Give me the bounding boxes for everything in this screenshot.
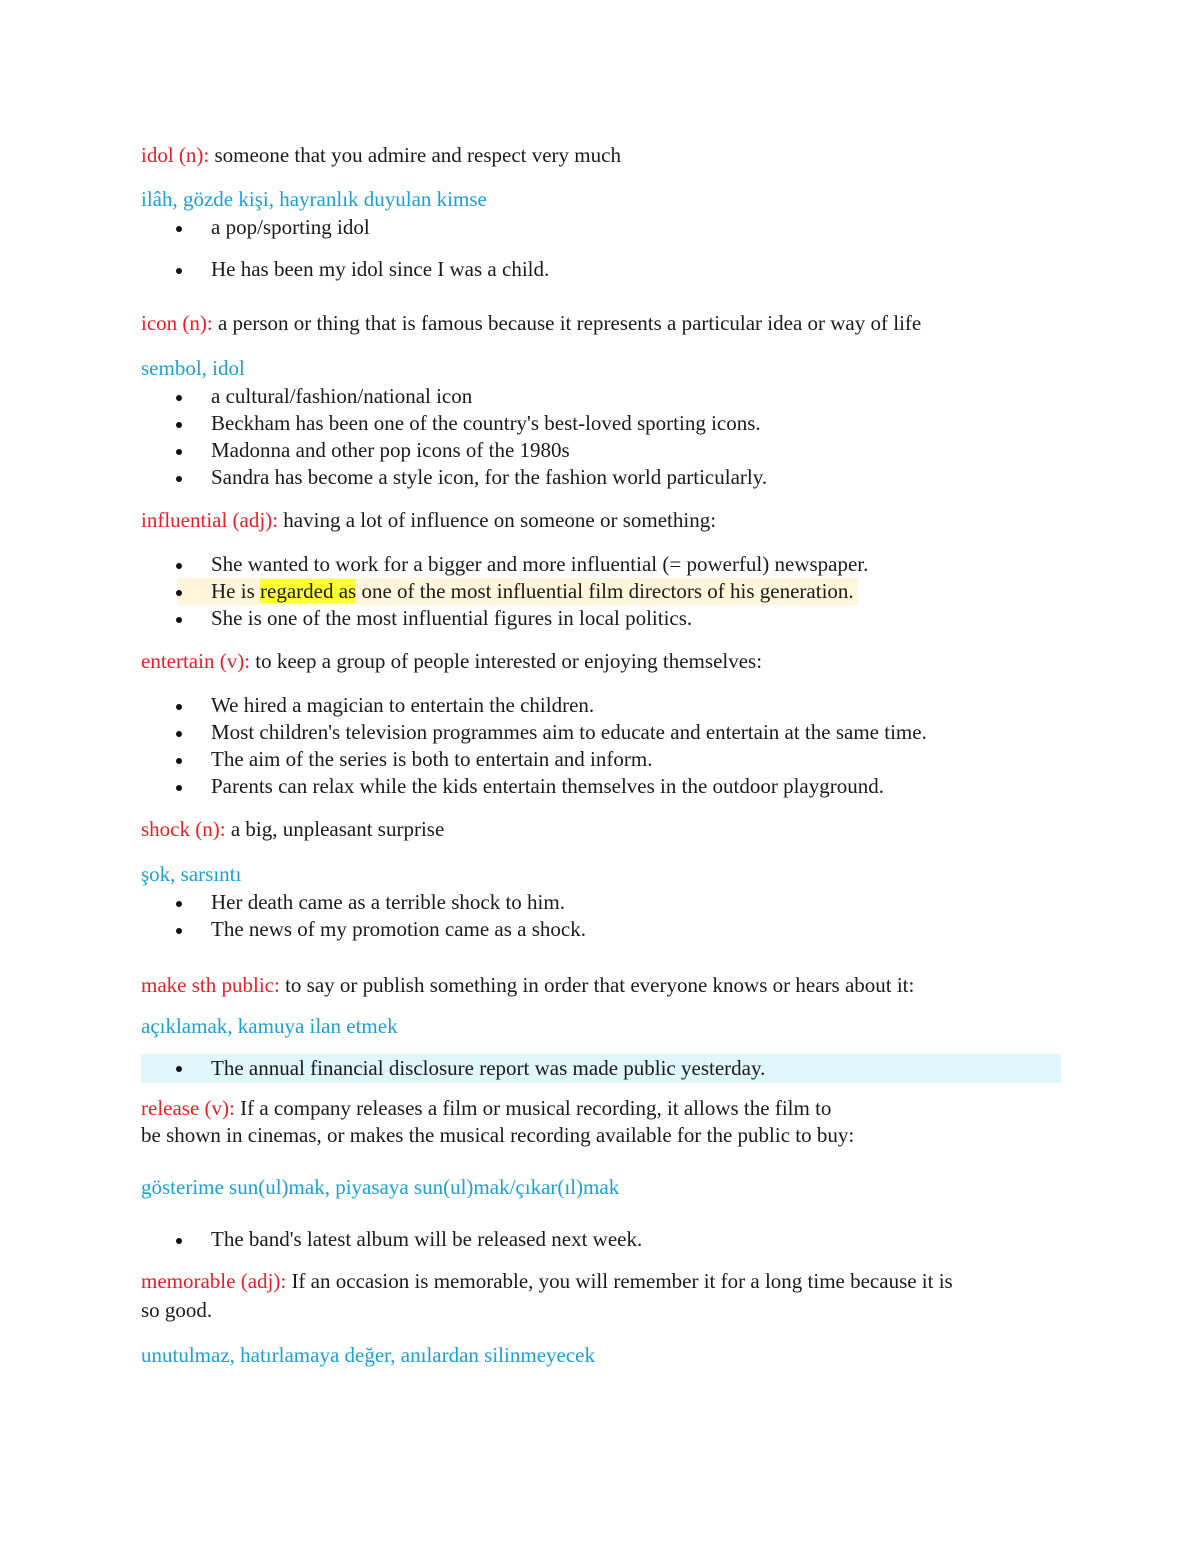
entry-icon xyxy=(141,308,1061,491)
definition-text: someone that you admire and respect very much xyxy=(209,143,621,167)
definition-text: having a lot of influence on someone or something: xyxy=(278,508,717,532)
list-item: The annual financial disclosure report was made public yesterday. xyxy=(141,1054,1061,1083)
definition xyxy=(141,308,1061,338)
example-list xyxy=(141,1054,1061,1083)
definition-text: to say or publish something in order that everyone knows or hears about it: xyxy=(279,973,915,997)
list-item: a pop/sporting idol xyxy=(141,214,1061,241)
list-item: a cultural/fashion/national icon xyxy=(141,383,1061,410)
entry-entertain xyxy=(141,646,1061,800)
definition xyxy=(141,140,1061,170)
definition xyxy=(141,1095,1061,1149)
list-item: Madonna and other pop icons of the 1980s xyxy=(141,437,1061,464)
list-item: Parents can relax while the kids entertain themselves in the outdoor playground. xyxy=(141,773,1061,800)
definition-text: If a company releases a film or musical recording, it allows the film to xyxy=(234,1096,832,1120)
example-list xyxy=(141,383,1061,491)
list-item: The band's latest album will be released next week. xyxy=(141,1226,1061,1253)
term: release (v): xyxy=(141,1096,235,1120)
list-item: The aim of the series is both to entertain and inform. xyxy=(141,746,1061,773)
list-item: The news of my promotion came as a shock. xyxy=(141,916,1061,943)
definition-text: to keep a group of people interested or enjoying themselves: xyxy=(250,649,763,673)
highlighted-example xyxy=(177,578,858,605)
definition xyxy=(141,1267,1061,1325)
example-list xyxy=(141,692,1061,800)
list-item: Sandra has become a style icon, for the fashion world particularly. xyxy=(141,464,1061,491)
list-item: We hired a magician to entertain the children. xyxy=(141,692,1061,719)
example-text: one of the most influential film directors of his generation. xyxy=(356,579,854,603)
list-item: She wanted to work for a bigger and more influential (= powerful) newspaper. xyxy=(141,551,1061,578)
entry-memorable xyxy=(141,1267,1061,1370)
definition-text: If an occasion is memorable, you will remember it for a long time because it is xyxy=(286,1269,953,1293)
definition xyxy=(141,814,1061,844)
entry-make-sth-public xyxy=(141,970,1061,1083)
entry-release xyxy=(141,1095,1061,1253)
example-text: He is xyxy=(211,579,260,603)
definition xyxy=(141,505,1061,535)
term: influential (adj): xyxy=(141,508,279,532)
list-item: He has been my idol since I was a child. xyxy=(141,256,1061,283)
definition-text: so good. xyxy=(141,1298,213,1322)
list-item: Beckham has been one of the country's best-loved sporting icons. xyxy=(141,410,1061,437)
term: icon (n): xyxy=(141,311,213,335)
definition-text: a big, unpleasant surprise xyxy=(225,817,445,841)
translation: şok, sarsıntı xyxy=(141,862,242,886)
translation: gösterime sun(ul)mak, piyasaya sun(ul)mak/çıkar(ıl)mak xyxy=(141,1175,620,1199)
example-list xyxy=(141,214,1061,283)
example-list xyxy=(141,551,1061,632)
entry-shock xyxy=(141,814,1061,943)
definition xyxy=(141,970,1061,1000)
definition xyxy=(141,646,1061,676)
example-list xyxy=(141,889,1061,943)
term: memorable (adj): xyxy=(141,1269,287,1293)
vocabulary-document xyxy=(141,140,1061,1370)
list-item: Her death came as a terrible shock to him. xyxy=(141,889,1061,916)
term: entertain (v): xyxy=(141,649,251,673)
entry-influential xyxy=(141,505,1061,632)
term: shock (n): xyxy=(141,817,226,841)
translation: sembol, idol xyxy=(141,356,245,380)
list-item xyxy=(141,578,1061,605)
entry-idol xyxy=(141,140,1061,283)
term: make sth public: xyxy=(141,973,280,997)
list-item: She is one of the most influential figures in local politics. xyxy=(141,605,1061,632)
example-list xyxy=(141,1226,1061,1253)
highlighted-phrase: regarded as xyxy=(260,579,357,603)
term: idol (n): xyxy=(141,143,210,167)
translation: unutulmaz, hatırlamaya değer, anılardan silinmeyecek xyxy=(141,1343,595,1367)
definition-text: be shown in cinemas, or makes the musical recording available for the public to buy: xyxy=(141,1123,855,1147)
translation: açıklamak, kamuya ilan etmek xyxy=(141,1014,398,1038)
definition-text: a person or thing that is famous because it represents a particular idea or way of life xyxy=(212,311,922,335)
translation: ilâh, gözde kişi, hayranlık duyulan kimse xyxy=(141,187,487,211)
list-item: Most children's television programmes aim to educate and entertain at the same time. xyxy=(141,719,1061,746)
